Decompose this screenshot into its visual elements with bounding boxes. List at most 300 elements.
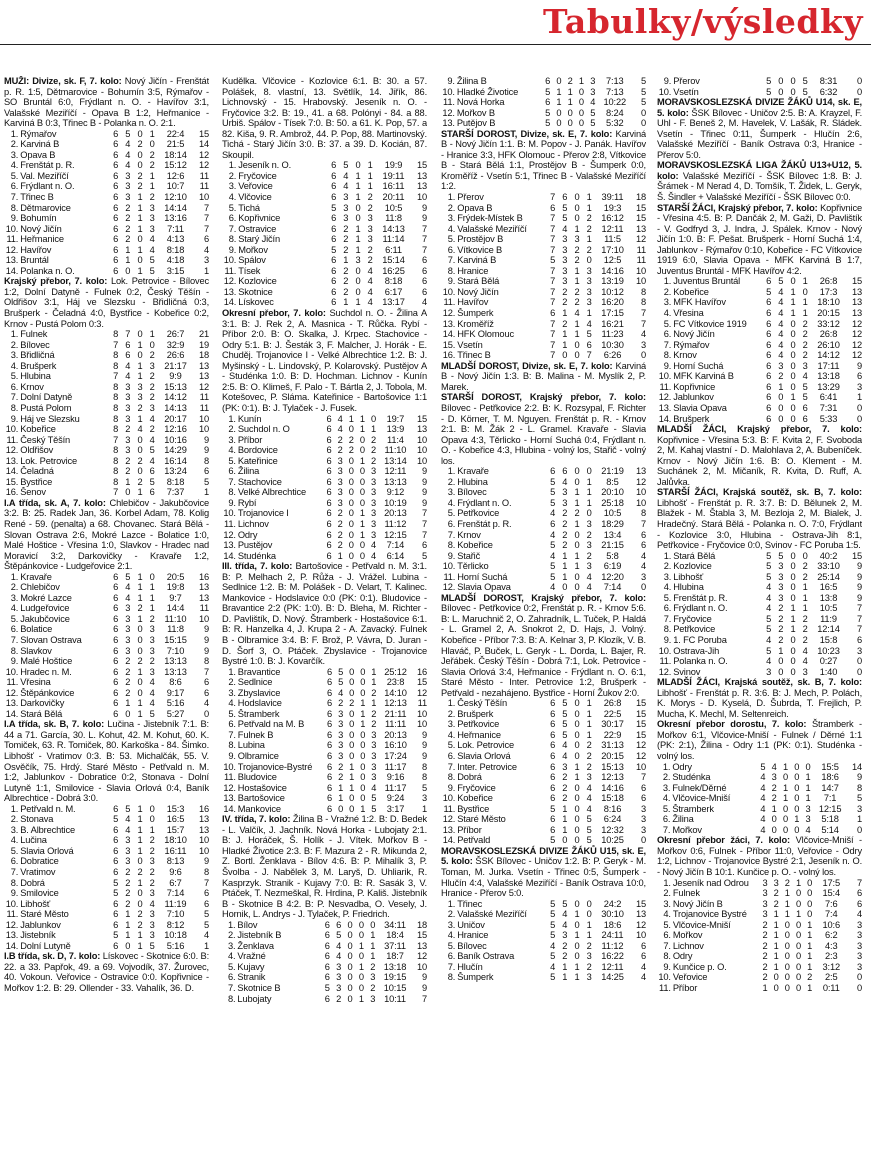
- team-name: Frýdlant n. O.: [20, 181, 75, 192]
- stat: 2: [149, 656, 155, 667]
- team-name: Rýmařov: [20, 128, 57, 139]
- points: 9: [203, 624, 209, 635]
- stat: 0: [355, 202, 361, 213]
- points: 5: [203, 476, 209, 487]
- table-row: [222, 487, 427, 498]
- points: 13: [198, 824, 209, 835]
- stat: 0: [790, 592, 796, 603]
- rank: 9.: [228, 497, 236, 508]
- stat: 0: [359, 434, 365, 445]
- team-name: Krnov: [457, 529, 481, 540]
- stat: 4: [336, 951, 342, 962]
- score: 15:13: [601, 761, 624, 772]
- stat: 2: [771, 782, 777, 793]
- stat: 2: [567, 76, 573, 86]
- stat: 4: [802, 645, 808, 656]
- table-row: [657, 825, 862, 836]
- table-row: [4, 804, 209, 815]
- score: 24:2: [603, 898, 622, 909]
- stat: 6: [766, 276, 772, 287]
- team-name: Mořkov: [672, 930, 703, 941]
- rank: 6.: [662, 814, 671, 825]
- stat: 4: [125, 814, 131, 825]
- stat: 3: [778, 360, 784, 371]
- stat: 6: [113, 708, 119, 719]
- stat: 5: [590, 118, 596, 129]
- team-name: Nová Horka: [456, 97, 505, 108]
- team-name: Mořkov B: [456, 107, 495, 118]
- table-row: [222, 804, 427, 815]
- stat: 1: [367, 181, 373, 192]
- stat: 8: [113, 413, 119, 424]
- rank: 7.: [228, 223, 237, 234]
- team-name: Kunčice p. O.: [672, 961, 727, 972]
- stat: 0: [358, 972, 364, 983]
- points: 15: [416, 677, 427, 688]
- stat: 5: [113, 877, 119, 888]
- stat: 0: [359, 497, 365, 508]
- points: 0: [640, 107, 646, 118]
- stat: 3: [805, 803, 811, 814]
- stat: 3: [562, 276, 568, 287]
- team-name: FC Vítkovice 1919: [673, 318, 747, 329]
- stat: 0: [149, 339, 155, 350]
- table-row: [4, 150, 209, 161]
- points: 0: [640, 835, 646, 846]
- team-name: Jakubčovice: [20, 613, 70, 624]
- rank: 6.: [447, 951, 456, 962]
- stat: 0: [574, 898, 580, 909]
- stat: 4: [371, 540, 377, 551]
- rank: 5.: [228, 455, 236, 466]
- rank: 14.: [5, 940, 19, 951]
- stat: 1: [137, 803, 143, 814]
- stat: 2: [137, 139, 143, 150]
- stat: 6: [327, 782, 333, 793]
- team-name: Dobrá: [20, 877, 45, 888]
- table-row: [441, 466, 646, 477]
- results-paragraph: [657, 424, 862, 487]
- stat: 0: [149, 139, 155, 150]
- stat: 5: [802, 392, 808, 403]
- stat: 2: [784, 877, 790, 888]
- stat: 1: [349, 761, 355, 772]
- score: 13:14: [384, 455, 407, 466]
- stat: 1: [562, 571, 568, 582]
- table-row: [4, 403, 209, 414]
- results-text: Vlčovice-Mniší - Mořkov 0:6, Fulnek - Příbor 11:0, Veřovice - Odry 1:2, Lichnov - Trojanovice Bystré 2:1, Jeseník n. O. - Nový Jičín B 10:1. Kunčice p. O. - volný los.: [657, 835, 862, 878]
- stat: 6: [327, 687, 333, 698]
- rank: 10.: [5, 898, 19, 909]
- score: 10:6: [822, 919, 840, 930]
- competition-heading: MORAVSKOSLEZSKÁ DIVIZE ŽÁKŮ U14, sk. E, 5. kolo:: [657, 97, 862, 118]
- stat: 1: [137, 582, 143, 593]
- rank: 12.: [5, 244, 19, 255]
- stat: 0: [359, 445, 365, 456]
- table-row: [441, 920, 646, 931]
- team-name: Těrlicko: [457, 561, 489, 572]
- team-name: Frenštát p. R.: [20, 160, 75, 171]
- stat: 2: [778, 613, 784, 624]
- stat: 0: [778, 656, 784, 667]
- points: 16: [198, 803, 209, 814]
- table-row: [441, 319, 646, 330]
- stat: 4: [562, 751, 568, 761]
- rank: 5.: [447, 234, 456, 245]
- points: 7: [856, 624, 862, 635]
- stat: 2: [562, 297, 568, 308]
- team-name: Frýdlant n. O.: [457, 497, 512, 508]
- points: 13: [416, 940, 427, 951]
- team-name: Dobratice: [20, 856, 59, 867]
- stat: 0: [348, 529, 354, 540]
- stat: 4: [766, 592, 772, 603]
- rank: 5.: [663, 318, 672, 329]
- rank: 8.: [228, 234, 237, 245]
- stat: 3: [773, 877, 779, 888]
- stat: 1: [586, 476, 592, 487]
- team-name: Karviná B: [457, 255, 497, 266]
- table-row: [441, 287, 646, 298]
- stat: 4: [550, 529, 556, 540]
- table-row: [4, 466, 209, 477]
- table-row: [222, 920, 427, 931]
- stat: 0: [778, 76, 784, 86]
- stat: 2: [370, 961, 376, 972]
- rank: 5.: [663, 592, 672, 603]
- stat: 0: [574, 951, 580, 962]
- points: 3: [856, 645, 862, 656]
- stat: 0: [370, 919, 376, 930]
- stat: 8: [113, 466, 119, 477]
- team-name: Hradec n. M.: [20, 666, 72, 677]
- rank: 3.: [663, 898, 671, 909]
- stat: 3: [586, 951, 592, 962]
- score: 17:5: [822, 877, 840, 888]
- team-name: Skotnice B: [237, 983, 281, 994]
- rank: 11.: [224, 772, 236, 783]
- stat: 4: [802, 656, 808, 667]
- stat: 1: [137, 940, 143, 951]
- stat: 2: [343, 265, 349, 276]
- table-row: [222, 551, 427, 562]
- team-name: Jistebník B: [237, 930, 282, 941]
- competition-heading: MORAVSKOSLEZSKÁ LIGA ŽÁKŮ U13+U12, 5. kolo:: [657, 160, 862, 181]
- stat: 6: [113, 656, 119, 667]
- rank: 12.: [442, 308, 456, 319]
- stat: 0: [137, 687, 143, 698]
- score: 6:7: [169, 877, 182, 888]
- team-name: Fryčovice: [238, 170, 277, 181]
- stat: 6: [326, 476, 332, 487]
- score: 14:16: [601, 782, 624, 793]
- stat: 0: [348, 466, 354, 477]
- stat: 3: [149, 856, 155, 867]
- stat: 1: [802, 308, 808, 319]
- stat: 4: [550, 940, 556, 951]
- stat: 5: [562, 698, 568, 709]
- rank: 14.: [442, 329, 456, 340]
- rank: 1.: [447, 698, 456, 709]
- points: 11: [199, 181, 209, 192]
- score: 2:3: [825, 951, 838, 962]
- score: 23:8: [386, 677, 405, 688]
- stat: 0: [794, 772, 800, 783]
- stat: 0: [794, 761, 800, 772]
- stat: 2: [125, 424, 131, 435]
- stat: 1: [784, 909, 790, 920]
- points: 13: [198, 371, 209, 382]
- stat: 0: [578, 107, 584, 118]
- points: 15: [416, 160, 427, 171]
- team-name: Baník Ostrava: [457, 951, 515, 962]
- stat: 0: [360, 666, 366, 677]
- stat: 4: [343, 181, 349, 192]
- stat: 6: [766, 402, 772, 413]
- points: 15: [416, 930, 427, 941]
- score: 7:11: [167, 223, 184, 234]
- rank: 7.: [228, 476, 236, 487]
- team-name: Rýmařov: [673, 339, 710, 350]
- stat: 3: [371, 508, 377, 519]
- stat: 0: [562, 350, 568, 361]
- rank: 7.: [663, 940, 671, 951]
- stat: 2: [367, 244, 373, 255]
- points: 10: [416, 961, 427, 972]
- score: 10:25: [601, 835, 624, 846]
- rank: 11.: [443, 297, 456, 308]
- rank: 14.: [5, 265, 19, 276]
- points: 11: [636, 255, 646, 266]
- stat: 2: [802, 634, 808, 645]
- rank: 8.: [10, 877, 19, 888]
- rank: 10.: [442, 793, 456, 804]
- stat: 1: [807, 951, 813, 962]
- rank: 1.: [663, 550, 672, 561]
- stat: 5: [778, 276, 784, 287]
- team-name: HFK Olomouc: [457, 329, 514, 340]
- rank: 4.: [10, 360, 19, 371]
- stat: 2: [773, 888, 779, 899]
- table-row: [441, 730, 646, 741]
- stat: 2: [149, 867, 155, 878]
- rank: 7.: [10, 192, 19, 203]
- score: 9:7: [169, 592, 182, 603]
- stat: 6: [326, 518, 332, 529]
- stat: 1: [578, 76, 584, 86]
- table-row: [441, 740, 646, 751]
- team-name: Petřkovice: [457, 508, 500, 519]
- table-row: [4, 909, 209, 920]
- points: 15: [416, 413, 427, 424]
- score: 21:11: [384, 708, 407, 719]
- points: 3: [640, 571, 646, 582]
- stat: 2: [125, 677, 131, 688]
- stat: 2: [125, 877, 131, 888]
- competition-heading: MLADŠÍ DOROST, Divize, sk. E, 7. kolo:: [441, 360, 613, 371]
- stat: 4: [562, 223, 568, 234]
- score: 16:12: [601, 213, 624, 224]
- score: 16:5: [166, 814, 185, 825]
- stat: 0: [355, 213, 361, 224]
- team-name: Vřesina: [673, 308, 704, 319]
- score: 20:10: [601, 487, 624, 498]
- score: 17:11: [817, 360, 840, 371]
- stat: 1: [562, 824, 568, 835]
- stat: 0: [794, 793, 800, 804]
- stat: 1: [586, 708, 592, 719]
- competition-heading: III. třída, 7. kolo:: [222, 561, 293, 572]
- points: 13: [851, 286, 862, 297]
- team-name: Fryčovice: [673, 613, 712, 624]
- rank: 3.: [447, 919, 456, 930]
- points: 0: [640, 118, 646, 129]
- points: 13: [635, 223, 646, 234]
- team-name: Frýdek-Místek B: [457, 213, 523, 224]
- score: 20:13: [384, 508, 407, 519]
- team-name: Bílovec: [457, 487, 487, 498]
- stat: 1: [574, 761, 580, 772]
- stat: 4: [550, 961, 556, 972]
- stat: 5: [149, 255, 155, 266]
- score: 9:12: [386, 487, 405, 498]
- stat: 1: [137, 571, 143, 582]
- team-name: Trojanovice Bystré: [672, 909, 747, 920]
- stat: 1: [574, 265, 580, 276]
- table-row: [222, 772, 427, 783]
- rank: 13.: [658, 402, 672, 413]
- stat: 6: [550, 466, 556, 477]
- score: 7:10: [166, 645, 185, 656]
- stat: 2: [343, 286, 349, 297]
- score: 11:17: [384, 761, 407, 772]
- stat: 6: [331, 286, 337, 297]
- stat: 3: [586, 276, 592, 287]
- stat: 5: [545, 118, 551, 129]
- stat: 7: [550, 213, 556, 224]
- stat: 6: [113, 160, 119, 171]
- score: 18:14: [164, 149, 187, 160]
- stat: 6: [562, 466, 568, 477]
- stat: 1: [343, 255, 349, 266]
- stat: 0: [347, 983, 353, 994]
- points: 10: [635, 497, 646, 508]
- team-name: Přerov: [673, 76, 700, 86]
- table-row: [4, 941, 209, 952]
- stat: 3: [338, 740, 344, 751]
- stat: 6: [326, 550, 332, 561]
- stat: 5: [550, 930, 556, 941]
- stat: 6: [766, 308, 772, 319]
- points: 13: [416, 181, 427, 192]
- rank: 4.: [663, 582, 672, 593]
- standings-table: [441, 899, 646, 983]
- stat: 1: [773, 940, 779, 951]
- score: 18:29: [601, 518, 624, 529]
- table-row: [4, 614, 209, 625]
- standings-table: [4, 129, 209, 277]
- rank: 10.: [5, 424, 19, 435]
- stat: 1: [562, 961, 568, 972]
- table-row: [441, 203, 646, 214]
- stat: 4: [760, 782, 766, 793]
- team-name: Fryčovice: [457, 782, 496, 793]
- score: 5:27: [166, 708, 185, 719]
- results-text: Bílovec - Petřkovice 2:2. B: K. Rozsypal, F. Richter - D. Körner, T. M. Nguyen. Frenštát p. R. - Krnov 2:1. B: M. Žák 2 - L. Gramel. Kravaře - Slavia Opava 4:3, Těrlicko - Horní Suchá 0:4, Frýdlant n. O. - Kobeřice 4:3, Hlubina - volný los, Stařič - volný los.: [441, 402, 646, 466]
- points: 13: [635, 909, 646, 920]
- rank: 4.: [447, 729, 456, 740]
- points: 12: [416, 687, 427, 698]
- team-name: Petřvald na M. B: [237, 719, 305, 730]
- stat: 4: [586, 793, 592, 804]
- rank: 2.: [10, 339, 19, 350]
- stat: 1: [137, 824, 143, 835]
- team-name: Trojanovice I: [237, 508, 289, 519]
- team-name: Starý Jičín: [238, 234, 280, 245]
- table-row: [657, 635, 862, 646]
- table-row: [441, 340, 646, 351]
- score: 6:2: [825, 930, 838, 941]
- team-name: Studénka: [672, 772, 711, 783]
- table-row: [657, 941, 862, 952]
- stat: 5: [550, 919, 556, 930]
- stat: 1: [125, 476, 131, 487]
- team-name: Třinec B: [457, 350, 491, 361]
- rank: 2.: [663, 286, 672, 297]
- table-row: [4, 603, 209, 614]
- rank: 8.: [228, 740, 236, 751]
- stat: 2: [562, 782, 568, 793]
- points: 15: [635, 213, 646, 224]
- stat: 2: [149, 613, 155, 624]
- rank: 12.: [223, 529, 236, 540]
- results-paragraph: [4, 498, 209, 572]
- stat: 0: [574, 940, 580, 951]
- stat: 6: [326, 434, 332, 445]
- score: 20:15: [601, 751, 624, 761]
- stat: 4: [562, 476, 568, 487]
- points: 9: [421, 202, 427, 213]
- team-name: Slovan Ostrava: [20, 634, 82, 645]
- score: 15:15: [164, 634, 187, 645]
- points: 9: [856, 772, 862, 783]
- stat: 0: [359, 550, 365, 561]
- team-name: Jistebník: [20, 930, 56, 941]
- results-text: Žilina B - Vražné 1:2. B: D. Bedek - L. Valčík, J. Jachník. Nová Horka - Lubojaty 2:1. B: J. Horáček, Š. Holík - J. Vítek. Mořkov B - Hladké Životice 2:3. B: F. Mazura 2 - R. Mikunda 2, Z. Bortl. Ženklava - Bílov 4:6. B: P. Mihalík 3, P. Švolba - J. Nabělek 3, M. Laryš, D. Uhliarik, R. Kasprzyk. Stranik - Kujavy 7:0. B: R. Sasák 3, V. Ptáček, T. Nezmeškal, R. Hrdina, P. Kališ. Jistebník B - Skotnice B 4:2. B: P. Nesvadba, O. Vesely, J. Hornik, L. Andrys - J. Tylaček, P. Friedrich.: [222, 814, 427, 920]
- rank: 3.: [447, 213, 456, 224]
- stat: 6: [766, 339, 772, 350]
- table-row: [4, 698, 209, 709]
- stat: 1: [574, 561, 580, 572]
- table-row: [657, 762, 862, 773]
- stat: 1: [574, 318, 580, 329]
- stat: 2: [125, 213, 131, 224]
- team-name: Ostravice: [238, 223, 277, 234]
- stat: 2: [586, 740, 592, 751]
- rank: 10.: [658, 972, 671, 983]
- stat: 6: [550, 729, 556, 740]
- points: 18: [198, 350, 209, 361]
- stat: 4: [149, 677, 155, 688]
- stat: 6: [113, 582, 119, 593]
- team-name: Odry: [672, 761, 692, 772]
- stat: 5: [550, 898, 556, 909]
- points: 4: [856, 909, 862, 920]
- stat: 3: [367, 213, 373, 224]
- stat: 2: [149, 350, 155, 361]
- team-name: Tísek: [238, 265, 261, 276]
- stat: 5: [336, 930, 342, 941]
